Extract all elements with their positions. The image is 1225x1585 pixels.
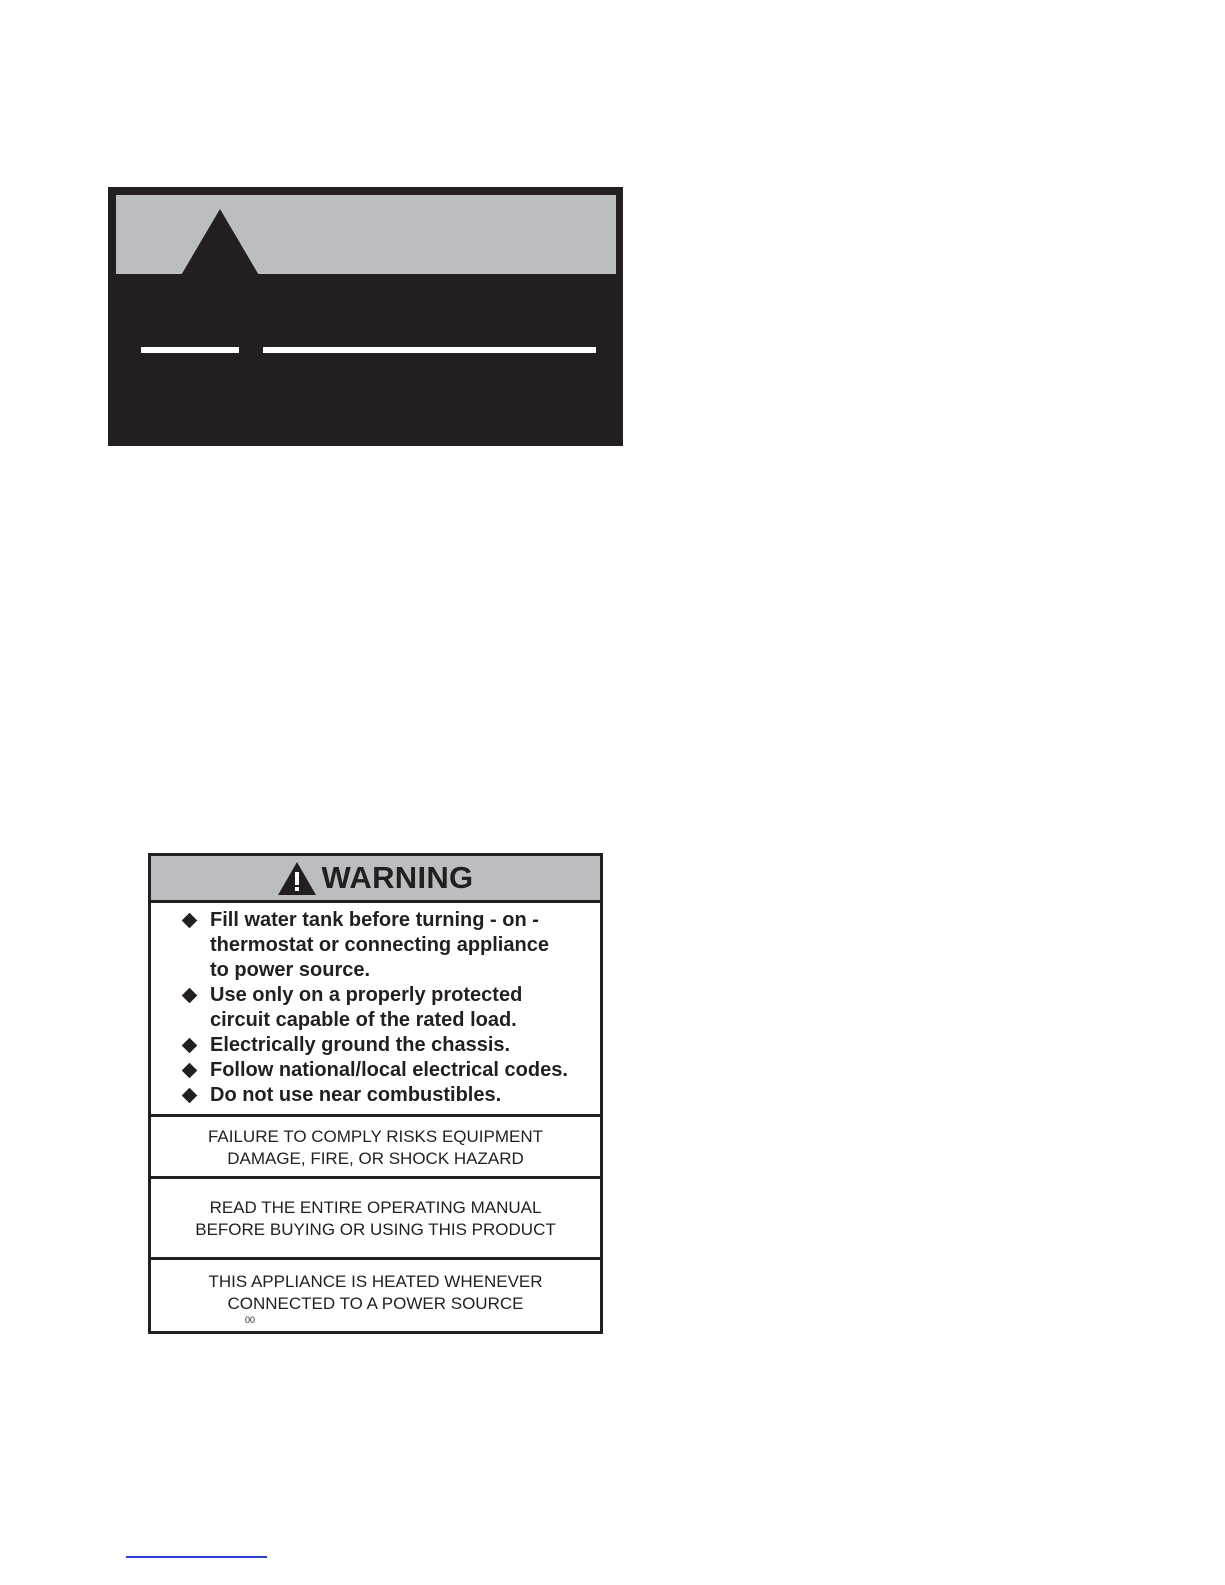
warning-item: Use only on a properly protected [151,983,600,1008]
diamond-bullet-icon [182,913,198,929]
warning-item-continued: to power source. [210,959,371,981]
warning-item: Electrically ground the chassis. [151,1033,600,1058]
diamond-bullet-icon [182,1038,198,1054]
warning-list [151,903,600,1117]
diamond-bullet-icon [182,1063,198,1079]
warning-label [148,853,603,1334]
diamond-bullet-icon [182,1088,198,1104]
notice-failure: FAILURE TO COMPLY RISKS EQUIPMENT DAMAGE, FIRE, OR SHOCK HAZARD [151,1117,600,1179]
warning-item-continued: circuit capable of the rated load. [210,1009,517,1031]
warning-item: Do not use near combustibles. [151,1083,600,1108]
warning-header [151,856,600,903]
warning-item-continued: thermostat or connecting appliance [210,934,549,956]
hazard-label-header [116,195,616,274]
warning-title: WARNING [321,860,474,895]
warning-exclamation-icon [278,862,316,895]
footer-link[interactable] [126,1556,267,1558]
notice-heated: THIS APPLIANCE IS HEATED WHENEVER CONNECTED TO A POWER SOURCE 00 [208,1272,543,1325]
warning-item: Follow national/local electrical codes. [151,1058,600,1083]
diamond-bullet-icon [182,988,198,1004]
warning-triangle-icon [180,209,260,277]
warning-item: Fill water tank before turning - on - [151,908,600,933]
hazard-label-short-bar [141,347,239,353]
notice-read-manual: READ THE ENTIRE OPERATING MANUAL BEFORE BUYING OR USING THIS PRODUCT [151,1179,600,1260]
hazard-label-long-bar [263,347,596,353]
hazard-label [108,187,623,446]
label-code: 00 [245,1315,256,1325]
